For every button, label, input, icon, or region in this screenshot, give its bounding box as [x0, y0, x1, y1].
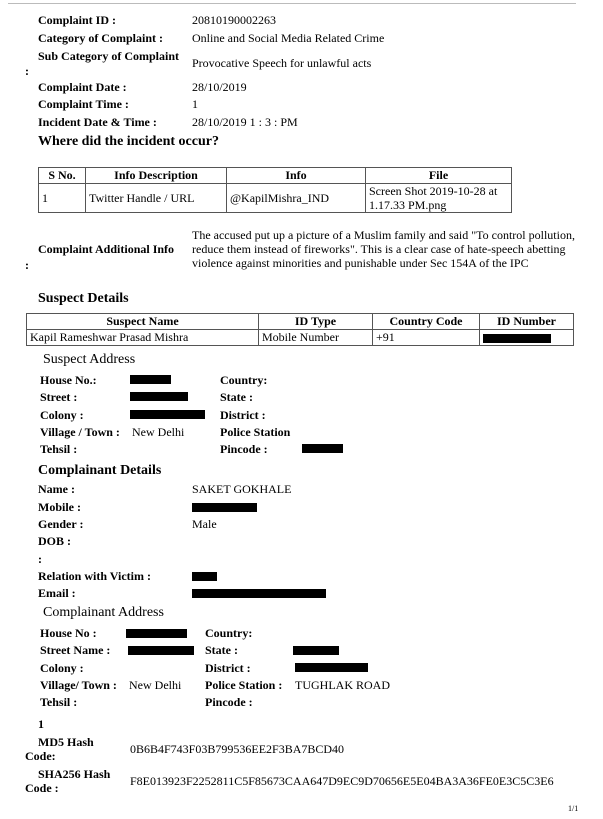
complainant-colony-label: Colony : [40, 661, 84, 675]
additional-info-label: Complaint Additional Info [38, 242, 175, 256]
redaction-box [130, 410, 205, 419]
redaction-box [130, 375, 171, 384]
cell-info-description: Twitter Handle / URL [86, 184, 227, 213]
complainant-police-value: TUGHLAK ROAD [295, 678, 390, 692]
complainant-tehsil-label: Tehsil : [40, 695, 78, 709]
table-row [27, 330, 574, 346]
cell-info: @KapilMishra_IND [227, 184, 366, 213]
complainant-village-label: Village/ Town : [40, 678, 117, 692]
complainant-dob-colon: : [38, 552, 42, 566]
col-info-description: Info Description [86, 168, 227, 184]
complainant-police-label: Police Station : [205, 678, 283, 692]
cell-id-type: Mobile Number [259, 330, 373, 346]
sha256-label: SHA256 Hash [38, 767, 111, 781]
sha256-label-code: Code : [25, 781, 59, 795]
complaint-time-label: Complaint Time : [38, 97, 129, 111]
complainant-gender-label: Gender : [38, 517, 84, 531]
complaint-date-value: 28/10/2019 [192, 80, 247, 94]
col-file: File [366, 168, 512, 184]
suspect-district-label: District : [220, 408, 266, 422]
complainant-house-label: House No : [40, 626, 97, 640]
col-sno: S No. [39, 168, 86, 184]
sha256-value: F8E013923F2252811C5F85673CAA647D9EC9D70656E5E04BA3A36FE0E3C5C3E6 [130, 774, 554, 788]
complaint-time-value: 1 [192, 97, 198, 111]
suspect-address-heading: Suspect Address [43, 352, 136, 367]
complaint-id-label: Complaint ID : [38, 13, 117, 27]
cell-suspect-name: Kapil Rameshwar Prasad Mishra [27, 330, 259, 346]
complainant-dob-label: DOB : [38, 534, 71, 548]
complainant-pincode-label: Pincode : [205, 695, 253, 709]
redaction-box [130, 392, 188, 401]
suspect-police-label: Police Station [220, 425, 291, 439]
suspect-tehsil-label: Tehsil : [40, 442, 78, 456]
incident-heading: Where did the incident occur? [38, 134, 219, 149]
redaction-box [126, 629, 187, 638]
suspect-table-header [27, 314, 574, 330]
incident-table [38, 167, 512, 213]
table-row [39, 184, 512, 213]
col-suspect-name: Suspect Name [27, 314, 259, 330]
complainant-heading: Complainant Details [38, 463, 162, 478]
category-value: Online and Social Media Related Crime [192, 31, 385, 45]
md5-value: 0B6B4F743F03B799536EE2F3BA7BCD40 [130, 742, 345, 756]
suspect-country-label: Country: [220, 373, 268, 387]
complainant-district-label: District : [205, 661, 251, 675]
complaint-date-label: Complaint Date : [38, 80, 127, 94]
complainant-state-label: State : [205, 643, 238, 657]
cell-sno: 1 [39, 184, 86, 213]
incident-label: Incident Date & Time : [38, 115, 157, 129]
category-label: Category of Complaint : [38, 31, 163, 45]
incident-table-header [39, 168, 512, 184]
complainant-village-value: New Delhi [129, 678, 182, 692]
md5-label: MD5 Hash [38, 735, 94, 749]
suspect-colony-label: Colony : [40, 408, 84, 422]
redaction-box [293, 646, 339, 655]
complainant-relation-label: Relation with Victim : [38, 569, 151, 583]
cell-country-code: +91 [373, 330, 480, 346]
suspect-village-label: Village / Town : [40, 425, 120, 439]
hash-index: 1 [38, 717, 44, 731]
additional-info-colon: : [25, 258, 29, 272]
complainant-address-heading: Complainant Address [43, 605, 164, 620]
col-info: Info [227, 168, 366, 184]
redaction-box [192, 572, 217, 581]
redaction-box [483, 334, 551, 343]
complainant-email-label: Email : [38, 586, 76, 600]
col-country-code: Country Code [373, 314, 480, 330]
suspect-house-label: House No.: [40, 373, 97, 387]
suspect-state-label: State : [220, 390, 253, 404]
suspect-village-value: New Delhi [132, 425, 185, 439]
suspect-pincode-label: Pincode : [220, 442, 268, 456]
complainant-street-label: Street Name : [40, 643, 111, 657]
suspect-table [26, 313, 574, 346]
page-number: 1/1 [568, 804, 579, 813]
incident-value: 28/10/2019 1 : 3 : PM [192, 115, 298, 129]
complainant-name-label: Name : [38, 482, 75, 496]
complaint-id-value: 20810190002263 [192, 13, 276, 27]
redaction-box [302, 444, 343, 453]
complainant-country-label: Country: [205, 626, 253, 640]
complainant-gender-value: Male [192, 517, 217, 531]
subcategory-label: Sub Category of Complaint [38, 49, 180, 63]
redaction-box [192, 589, 326, 598]
top-rule [8, 3, 576, 4]
cell-id-number [480, 330, 574, 346]
cell-file: Screen Shot 2019-10-28 at 1.17.33 PM.png [366, 184, 512, 213]
complainant-name-value: SAKET GOKHALE [192, 482, 292, 496]
md5-label-code: Code: [25, 749, 56, 763]
col-id-number: ID Number [480, 314, 574, 330]
subcategory-colon: : [25, 64, 29, 78]
redaction-box [295, 663, 368, 672]
subcategory-value: Provocative Speech for unlawful acts [192, 56, 372, 70]
redaction-box [192, 503, 257, 512]
col-id-type: ID Type [259, 314, 373, 330]
suspect-heading: Suspect Details [38, 291, 129, 306]
suspect-street-label: Street : [40, 390, 78, 404]
redaction-box [128, 646, 194, 655]
complainant-mobile-label: Mobile : [38, 500, 81, 514]
additional-info-text: The accused put up a picture of a Muslim family and said "To control pollution, reduce them instead of fireworks". This is a clear case of hate-speech abetting violence against minorities and punishable under Sec 154A of the IPC [192, 228, 575, 270]
